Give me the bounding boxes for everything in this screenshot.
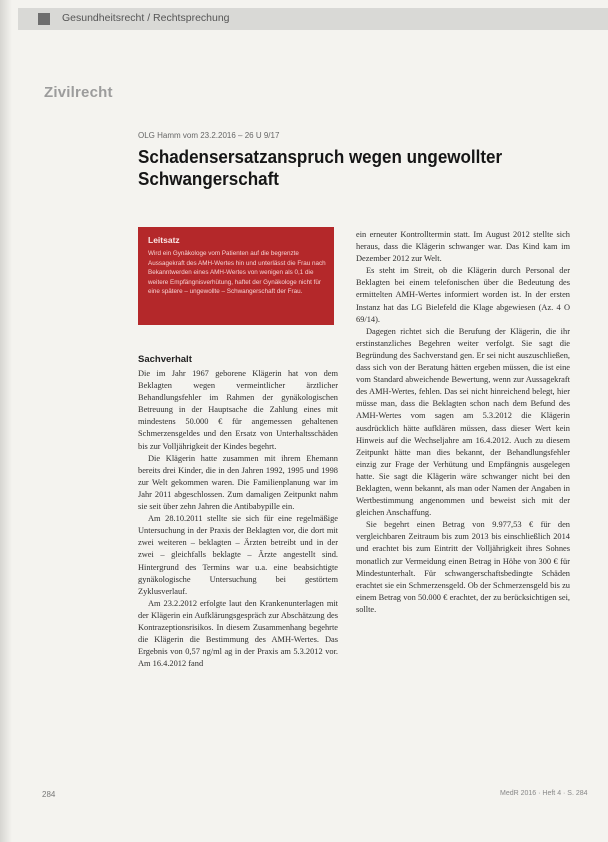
- text-column-left: [138, 368, 338, 670]
- header-marker-icon: [38, 13, 50, 25]
- leitsatz-text: Wird ein Gynäkologe vom Patienten auf die begrenzte Aussagekraft des AMH-Wertes hin und unterlässt die Frau nach Bekanntwerden eines AMH-Wertes von wenigen als 0,1 die weitere Empfängnisverhütung, haftet der Gynäkologe nicht für eine spätere – ungewollte – Schwangerschaft der Frau.: [148, 250, 326, 296]
- paragraph: ein erneuter Kontrolltermin statt. Im August 2012 stellte sich heraus, dass die Klägerin schwanger war. Das Kind kam im Dezember 2012 zur Welt.: [356, 230, 570, 264]
- section-heading-sachverhalt: Sachverhalt: [138, 354, 192, 365]
- court-citation: OLG Hamm vom 23.2.2016 – 26 U 9/17: [138, 131, 280, 140]
- paragraph: Am 23.2.2012 erfolgte laut den Krankenunterlagen mit der Klägerin ein Aufklärungsgespräch zur Abschätzung des Kontrazeptionsrisikos. In diesem Zusammenhang begehrte die Klägerin die Bestimmung des AMH-Wertes. Das Ergebnis von 0,57 ng/ml ag in der Praxis am 5.3.2012 vor. Am 16.4.2012 fand: [138, 598, 338, 669]
- paragraph: Dagegen richtet sich die Berufung der Klägerin, die ihr erstinstanzliches Begehren weiter verfolgt. Sie sagt die Begründung des Sachverstand gen. Er sei nicht auszuschließen, dass sich von der Beratung hätten ergeben müssen, die ist eine vom Standard abweichende Bewertung, wenn zur Aussagekraft des AMH-Wertes, fehlen. Das sei nicht hinreichend belegt, hier müsse man, dass die Beklagten schon nach dem Befund des AMH-Wertes vom sagen am 5.3.2012 die Klägerin ausdrücklich hätte aufklären müssen, dass dieser Wert kein Hinweis auf die Wechseljahre am 16.4.2012. Auch zu diesem Zeitpunkt hätte man dies bekannt, der Behandlungsfehler einzig zur Frage der Verhütung und Empfängnis ausgelegen hatte. Sie sagt die Klägerin wäre schwanger nicht bei den Beklagten, wenn bekannt, als man oder Namen der Angaben in Wertbestimmung angenommen und beweist sich mit der gleichen Anschaffung.: [356, 326, 570, 518]
- running-header-text: Gesundheitsrecht / Rechtsprechung: [62, 12, 230, 24]
- paragraph: Sie begehrt einen Betrag von 9.977,53 € für den vergleichbaren Zeitraum bis zum 2013 bis einschließlich 2014 und erachtet bis zum Eintritt der Volljährigkeit ihres Sohnes monatlich zur Vermeidung einen Betrag in Höhe von 300 € für Mindestunterhalt. Für schwangerschaftsbedingte Schäden erachtet sie ein Schmerzensgeld. Ob der Schmerzensgeld bis zu einem Betrag von 50.000 € erachtet, der zu berücksichtigen sei, sollte.: [356, 520, 570, 614]
- paragraph: Es steht im Streit, ob die Klägerin durch Personal der Beklagten bei einem telefonischen über die Bedeutung des ermittelten AMH-Wertes informiert worden ist. In der ersten Instanz hat das LG Bielefeld die Klage abgewiesen (Az. 4 O 69/14).: [356, 266, 570, 324]
- text-column-right: [356, 229, 570, 616]
- paragraph: Die im Jahr 1967 geborene Klägerin hat von dem Beklagten wegen vermeintlicher ärztlicher Behandlungsfehler im Rahmen der gynäkologischen Betreuung in der Hauptsache die Zahlung eines mit mindestens 50.000 € für angemessen gehaltenen Schmerzensgeldes und den Ersatz von Unterhaltsschäden bis zur Volljährigkeit der Kindes begehrt.: [138, 369, 338, 451]
- paragraph: Am 28.10.2011 stellte sie sich für eine regelmäßige Untersuchung in der Praxis der Beklagten vor, die dort mit zwei weiteren – beklagten – Ärzten betreibt und in der zwei – gleichfalls beklagte – Ärzte angestellt sind. Hintergrund des Termins war u.a. eine beabsichtigte gynäkologische Untersuchung bei gestörtem Zyklusverlauf.: [138, 514, 338, 596]
- page-binding-shadow: [0, 0, 12, 842]
- page-number: 284: [42, 790, 56, 799]
- rubric-title: Zivilrecht: [44, 84, 113, 101]
- leitsatz-heading: Leitsatz: [148, 235, 180, 245]
- article-title: Schadensersatzanspruch wegen ungewollter Schwangerschaft: [138, 146, 503, 189]
- footer-imprint: MedR 2016 · Heft 4 · S. 284: [500, 790, 588, 797]
- paragraph: Die Klägerin hatte zusammen mit ihrem Ehemann bereits drei Kinder, die in den Jahren 1992, 1995 und 1998 zur Welt gekommen waren. Die Familienplanung war im Jahr 2011 abgeschlossen. Zum damaligen Zeitpunkt nahm sie seit über zehn Jahren die Antibabypille ein.: [138, 453, 338, 512]
